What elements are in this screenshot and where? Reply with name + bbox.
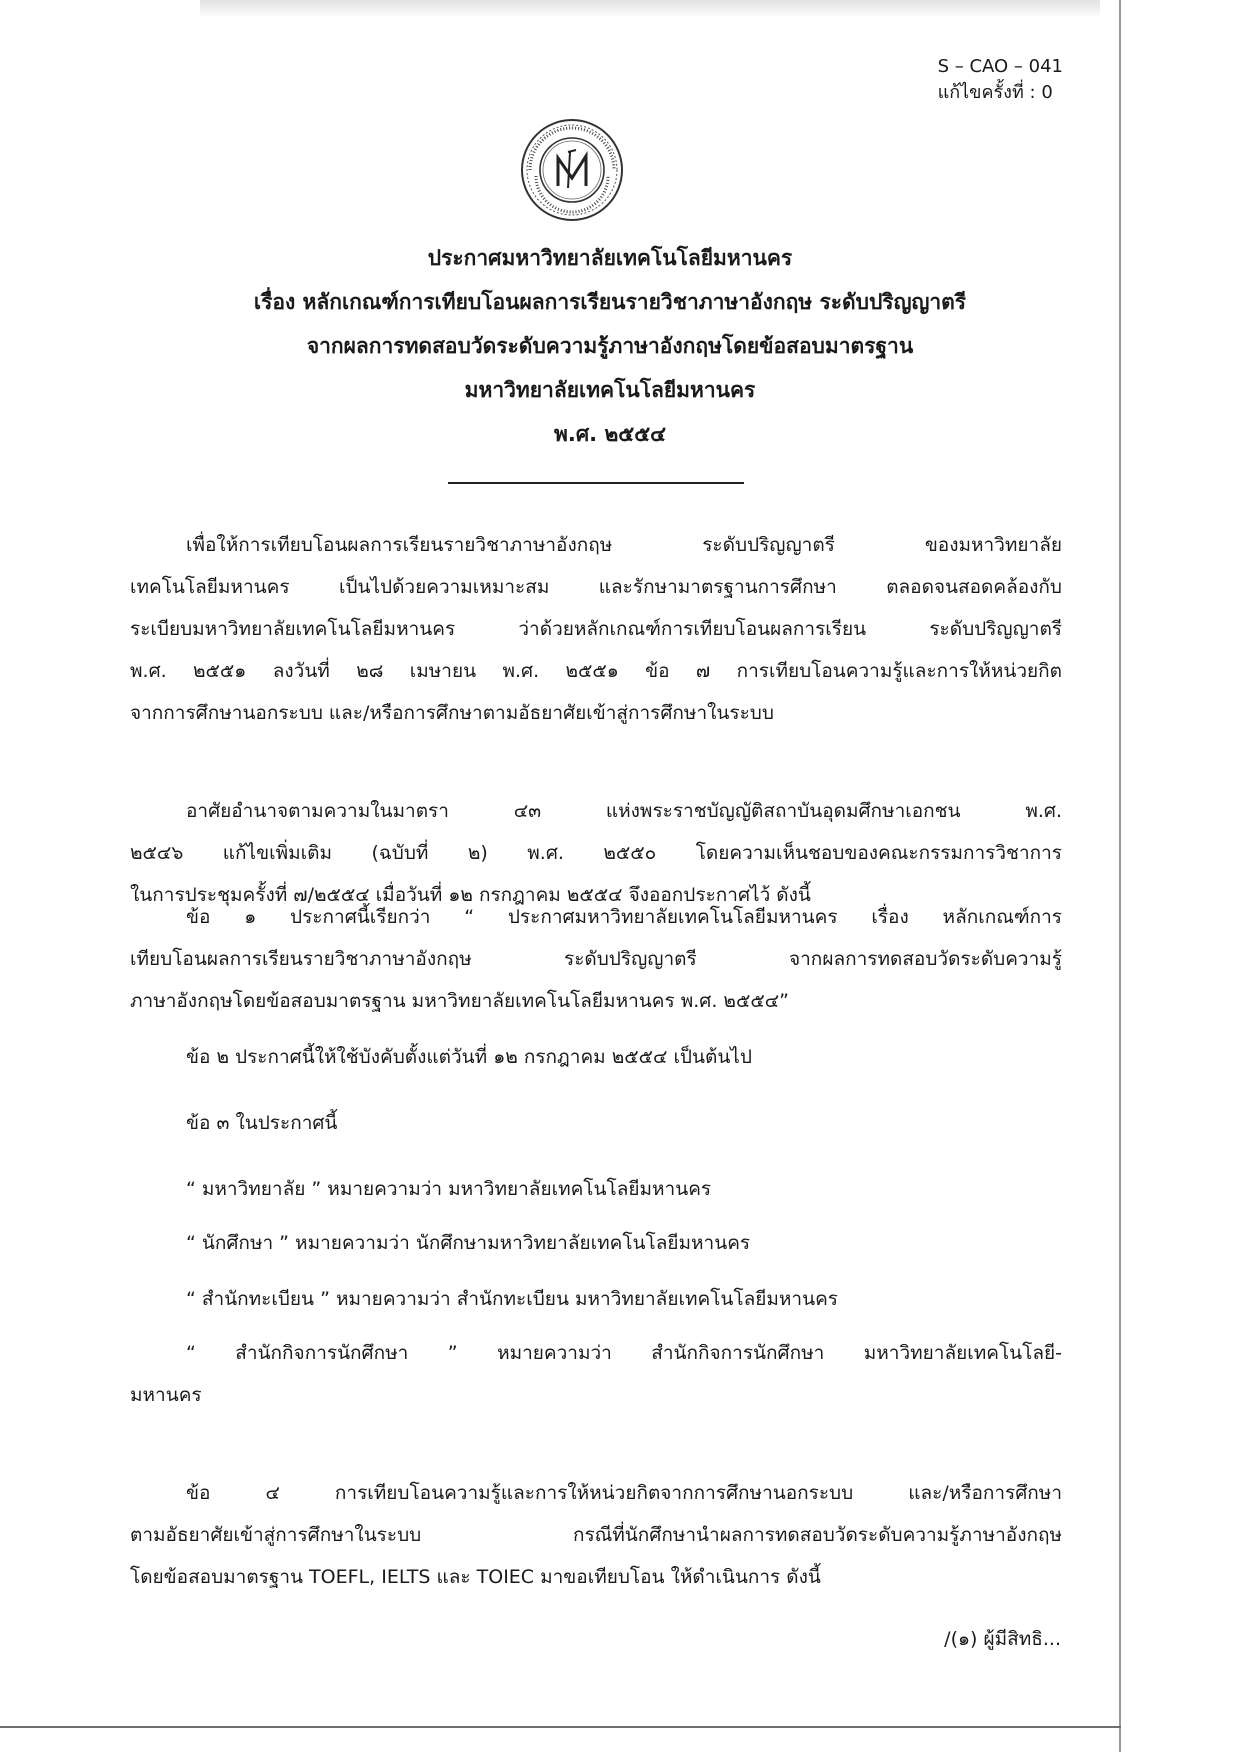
scan-shadow [200, 0, 1100, 18]
title-line-1: ประกาศมหาวิทยาลัยเทคโนโลยีมหานคร [427, 246, 793, 270]
paragraph-line: อาศัยอำนาจตามความในมาตรา ๔๓ แห่งพระราชบัญญัติสถาบันอุดมศึกษาเอกชน พ.ศ. [186, 800, 1062, 822]
title-year: พ.ศ. ๒๕๕๔ [554, 422, 666, 446]
paragraph-line: ตามอัธยาศัยเข้าสู่การศึกษาในระบบ กรณีที่นักศึกษานำผลการทดสอบวัดระดับความรู้ภาษาอังกฤษ [130, 1524, 1062, 1546]
paragraph-line: ในการประชุมครั้งที่ ๗/๒๕๕๔ เมื่อวันที่ ๑๒ กรกฎาคม ๒๕๕๔ จึงออกประกาศไว้ ดังนี้ [130, 884, 811, 906]
revision-number: แก้ไขครั้งที่ : 0 [937, 82, 1053, 103]
definition-university: “ มหาวิทยาลัย ” หมายความว่า มหาวิทยาลัยเทคโนโลยีมหานคร [186, 1178, 712, 1200]
page-continuation: /(๑) ผู้มีสิทธิ... [944, 1628, 1061, 1650]
definition-student-affairs [130, 1332, 1062, 1416]
clause-2: ข้อ ๒ ประกาศนี้ให้ใช้บังคับตั้งแต่วันที่ ๑๒ กรกฎาคม ๒๕๕๔ เป็นต้นไป [186, 1046, 752, 1068]
paragraph-line: เทคโนโลยีมหานคร เป็นไปด้วยความเหมาะสม และรักษามาตรฐานการศึกษา ตลอดจนสอดคล้องกับ [130, 576, 1062, 598]
definition-student: “ นักศึกษา ” หมายความว่า นักศึกษามหาวิทยาลัยเทคโนโลยีมหานคร [186, 1232, 751, 1254]
clause-3: ข้อ ๓ ในประกาศนี้ [186, 1112, 338, 1134]
title-line-2: เรื่อง หลักเกณฑ์การเทียบโอนผลการเรียนรายวิชาภาษาอังกฤษ ระดับปริญญาตรี [253, 290, 967, 314]
paragraph-line: โดยข้อสอบมาตรฐาน TOEFL, IELTS และ TOIEC มาขอเทียบโอน ให้ดำเนินการ ดังนี้ [130, 1566, 821, 1588]
announcement-title [140, 236, 1080, 456]
paragraph-line: ระเบียบมหาวิทยาลัยเทคโนโลยีมหานคร ว่าด้วยหลักเกณฑ์การเทียบโอนผลการเรียน ระดับปริญญาตรี [130, 618, 1062, 640]
paragraph-line: เทียบโอนผลการเรียนรายวิชาภาษาอังกฤษ ระดับปริญญาตรี จากผลการทดสอบวัดระดับความรู้ [130, 948, 1062, 970]
scan-edge [1119, 0, 1121, 1752]
paragraph-line: ภาษาอังกฤษโดยข้อสอบมาตรฐาน มหาวิทยาลัยเทคโนโลยีมหานคร พ.ศ. ๒๕๕๔” [130, 990, 789, 1012]
paragraph-line: ๒๕๔๖ แก้ไขเพิ่มเติม (ฉบับที่ ๒) พ.ศ. ๒๕๕๐ โดยความเห็นชอบของคณะกรรมการวิชาการ [130, 842, 1062, 864]
paragraph-line: พ.ศ. ๒๕๕๑ ลงวันที่ ๒๘ เมษายน พ.ศ. ๒๕๕๑ ข้อ ๗ การเทียบโอนความรู้และการให้หน่วยกิต [130, 660, 1062, 682]
paragraph-preamble [130, 524, 1062, 734]
paragraph-line: เพื่อให้การเทียบโอนผลการเรียนรายวิชาภาษาอังกฤษ ระดับปริญญาตรี ของมหาวิทยาลัย [186, 534, 1062, 556]
clause-1 [130, 896, 1062, 1022]
title-line-4: มหาวิทยาลัยเทคโนโลยีมหานคร [464, 378, 756, 402]
paragraph-line: มหานคร [130, 1384, 202, 1406]
document-code-block [938, 54, 1063, 106]
paragraph-line: ข้อ ๑ ประกาศนี้เรียกว่า “ ประกาศมหาวิทยาลัยเทคโนโลยีมหานคร เรื่อง หลักเกณฑ์การ [186, 906, 1062, 928]
university-seal-logo [518, 116, 626, 224]
title-divider [448, 482, 744, 484]
clause-4 [130, 1472, 1062, 1598]
paragraph-line: ข้อ ๔ การเทียบโอนความรู้และการให้หน่วยกิตจากการศึกษานอกระบบ และ/หรือการศึกษา [186, 1482, 1062, 1504]
definition-registrar: “ สำนักทะเบียน ” หมายความว่า สำนักทะเบียน มหาวิทยาลัยเทคโนโลยีมหานคร [186, 1288, 838, 1310]
paragraph-line: จากการศึกษานอกระบบ และ/หรือการศึกษาตามอัธยาศัยเข้าสู่การศึกษาในระบบ [130, 702, 774, 724]
title-line-3: จากผลการทดสอบวัดระดับความรู้ภาษาอังกฤษโดยข้อสอบมาตรฐาน [306, 334, 914, 358]
scan-edge-bottom [0, 1726, 1121, 1728]
paragraph-line: “ สำนักกิจการนักศึกษา ” หมายความว่า สำนักกิจการนักศึกษา มหาวิทยาลัยเทคโนโลยี- [186, 1342, 1062, 1364]
document-code: S – CAO – 041 [937, 56, 1063, 77]
